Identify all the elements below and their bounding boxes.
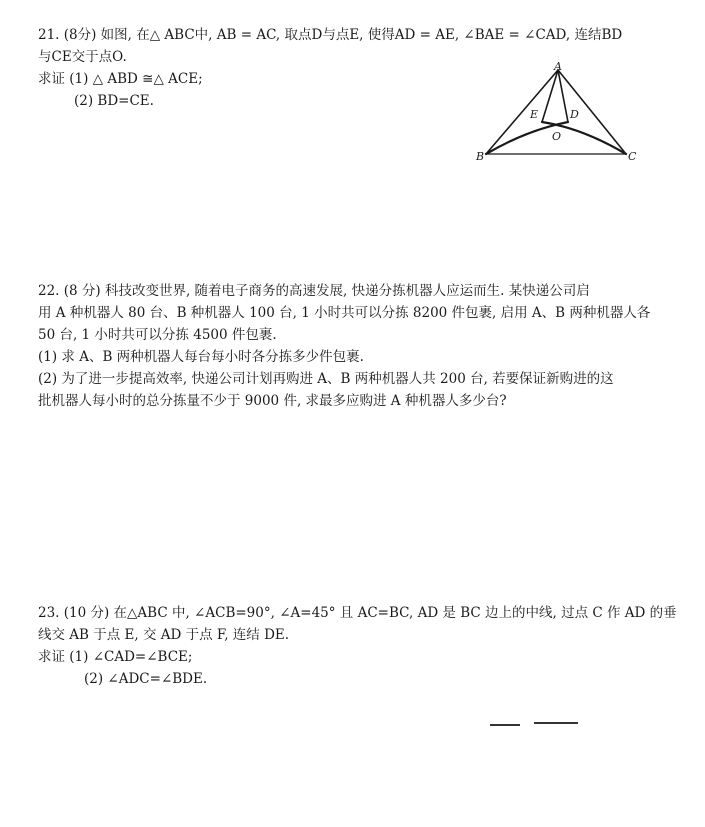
- pen-mark: [534, 722, 578, 724]
- q22-line-3: 50 台, 1 小时共可以分拣 4500 件包裹.: [38, 327, 277, 343]
- label-c: C: [628, 150, 637, 163]
- q21-line-1: 21. (8分) 如图, 在△ ABC中, AB = AC, 取点D与点E, 使得AD = AE, ∠BAE = ∠CAD, 连结BD: [38, 27, 623, 43]
- triangle-figure: [472, 60, 642, 172]
- q21-proof-2: (2) BD=CE.: [74, 93, 154, 109]
- label-e: E: [530, 108, 539, 121]
- q22-part-2-line-1: (2) 为了进一步提高效率, 快递公司计划再购进 A、B 两种机器人共 200 台, 若要保证新购进的这: [38, 371, 614, 387]
- segment-ae: [542, 70, 558, 122]
- label-o: O: [552, 130, 562, 143]
- label-a: A: [554, 60, 562, 73]
- segment-ac: [558, 70, 626, 154]
- q22-line-1: 22. (8 分) 科技改变世界, 随着电子商务的高速发展, 快递分拣机器人应运而生. 某快递公司启: [38, 283, 590, 299]
- q23-proof-1: 求证 (1) ∠CAD=∠BCE;: [38, 649, 193, 665]
- q22-part-2-line-2: 批机器人每小时的总分拣量不少于 9000 件, 求最多应购进 A 种机器人多少台?: [38, 393, 507, 409]
- pen-mark: [490, 724, 520, 726]
- segment-ad: [558, 70, 568, 122]
- q23-line-1: 23. (10 分) 在△ABC 中, ∠ACB=90°, ∠A=45° 且 AC=BC, AD 是 BC 边上的中线, 过点 C 作 AD 的垂: [38, 605, 677, 621]
- segment-ab: [486, 70, 558, 154]
- q21-proof-1: 求证 (1) △ ABD ≅△ ACE;: [38, 71, 203, 87]
- q22-line-2: 用 A 种机器人 80 台、B 种机器人 100 台, 1 小时共可以分拣 8200 件包裹, 启用 A、B 两种机器人各: [38, 305, 651, 321]
- q23-proof-2: (2) ∠ADC=∠BDE.: [84, 671, 208, 687]
- label-d: D: [570, 108, 579, 121]
- q21-line-2: 与CE交于点O.: [38, 49, 127, 65]
- q22-part-1: (1) 求 A、B 两种机器人每台每小时各分拣多少件包裹.: [38, 349, 364, 365]
- q23-line-2: 线交 AB 于点 E, 交 AD 于点 F, 连结 DE.: [38, 627, 290, 643]
- label-b: B: [476, 150, 485, 163]
